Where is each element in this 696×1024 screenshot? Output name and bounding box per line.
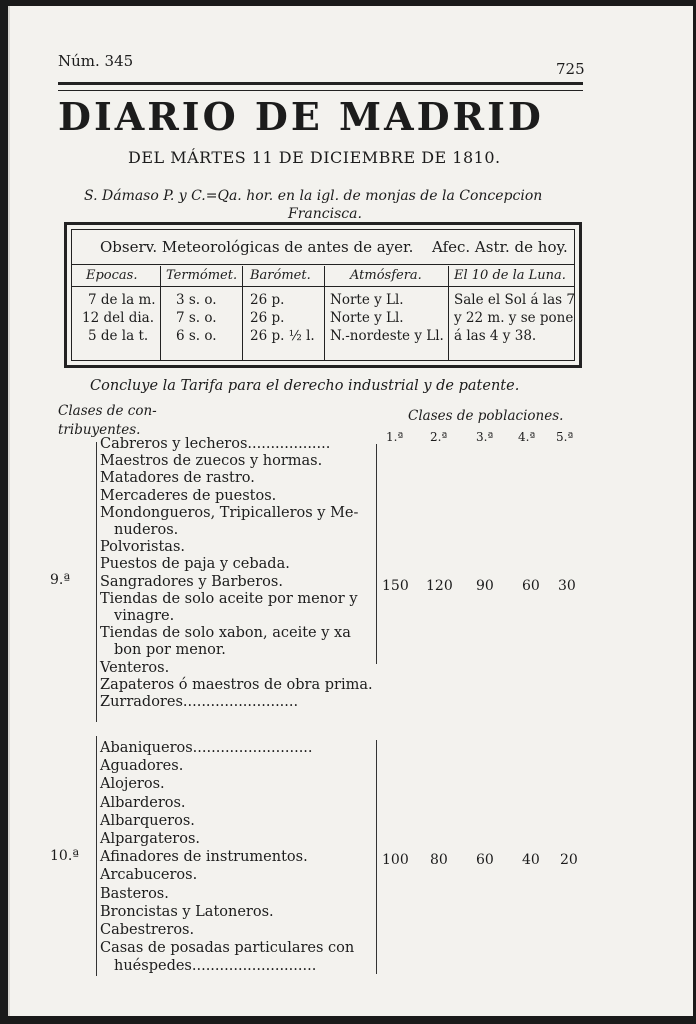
class10-item: Casas de posadas particulares con xyxy=(100,940,355,957)
meteo-col-line xyxy=(242,266,243,360)
class9-item: bon por menor. xyxy=(114,642,226,659)
newspaper-page xyxy=(8,6,693,1016)
astro-heading: Afec. Astr. de hoy. xyxy=(432,238,568,256)
meteo-divider xyxy=(72,264,574,265)
class10-item: Cabestreros. xyxy=(100,922,195,938)
class9-item: Polvoristas. xyxy=(100,539,185,556)
class9-item: Cabreros y lecheros.................. xyxy=(100,436,331,452)
class9-item: Tiendas de solo aceite por menor y xyxy=(100,590,358,607)
row1-epoca: 7 de la m. xyxy=(88,292,156,308)
class9-item: Puestos de paja y cebada. xyxy=(100,556,290,573)
meteo-col-line xyxy=(324,266,325,360)
meteo-divider xyxy=(72,286,574,287)
page-number: 725 xyxy=(556,60,585,78)
pob-num-5: 5.ª xyxy=(556,430,574,444)
col-epocas: Epocas. xyxy=(86,268,138,283)
class10-value-2: 80 xyxy=(430,852,448,868)
class9-column-line xyxy=(376,444,377,664)
row1-termometro: 3 s. o. xyxy=(176,292,217,308)
class10-value-3: 60 xyxy=(476,852,494,868)
pob-num-1: 1.ª xyxy=(386,430,404,444)
row2-atmosfera: Norte y Ll. xyxy=(330,310,404,326)
class9-value-5: 30 xyxy=(558,578,576,594)
row2-barometro: 26 p. xyxy=(250,310,285,326)
class9-item: Venteros. xyxy=(100,659,170,676)
class9-value-4: 60 xyxy=(522,578,540,594)
class10-item: Basteros. xyxy=(100,885,169,902)
row3-barometro: 26 p. ½ l. xyxy=(250,328,315,344)
luna-line1: Sale el Sol á las 7 xyxy=(454,292,575,308)
class10-label: 10.ª xyxy=(50,848,79,864)
class9-item: Sangradores y Barberos. xyxy=(100,573,283,590)
clases-poblaciones: Clases de poblaciones. xyxy=(408,408,564,424)
row3-epoca: 5 de la t. xyxy=(88,328,149,344)
row2-termometro: 7 s. o. xyxy=(176,310,217,326)
class10-value-4: 40 xyxy=(522,852,540,868)
class10-item: Afinadores de instrumentos. xyxy=(100,849,308,866)
saint-line: S. Dámaso P. y C.=Qa. hor. en la igl. de monjas de la Concepcion xyxy=(84,188,543,204)
col-atmosfera: Atmósfera. xyxy=(350,268,422,283)
class10-value-1: 100 xyxy=(382,852,409,868)
pob-num-2: 2.ª xyxy=(430,430,448,444)
clases-contribuyentes: Clases de con- xyxy=(58,403,157,419)
class10-bracket xyxy=(96,736,97,976)
class9-label: 9.ª xyxy=(50,572,71,588)
row3-atmosfera: N.-nordeste y Ll. xyxy=(330,328,444,344)
class10-item: Albarqueros. xyxy=(100,812,195,829)
pob-num-3: 3.ª xyxy=(476,430,494,444)
class10-item: Aguadores. xyxy=(100,758,184,775)
row1-barometro: 26 p. xyxy=(250,292,285,308)
meteo-heading: Observ. Meteorológicas de antes de ayer. xyxy=(100,238,414,256)
meteo-col-line xyxy=(448,266,449,360)
row3-termometro: 6 s. o. xyxy=(176,328,217,344)
class9-item: Mondongueros, Tripicalleros y Me- xyxy=(100,504,359,521)
class9-item: Matadores de rastro. xyxy=(100,470,255,487)
meteo-table xyxy=(64,222,582,368)
class9-item: Zapateros ó maestros de obra prima. xyxy=(100,676,373,693)
class10-item: Albarderos. xyxy=(100,794,186,811)
class9-item: Tiendas de solo xabon, aceite y xa xyxy=(100,625,351,642)
class10-item: Alojeros. xyxy=(100,776,165,793)
saint-line-cont: Francisca. xyxy=(288,206,362,222)
clases-contribuyentes-cont: tribuyentes. xyxy=(58,422,141,438)
class9-item: vinagre. xyxy=(114,608,175,624)
col-barometro: Barómet. xyxy=(250,268,311,283)
class10-item: Alpargateros. xyxy=(100,831,201,847)
header-rule xyxy=(58,82,583,91)
row1-atmosfera: Norte y Ll. xyxy=(330,292,404,308)
class9-value-3: 90 xyxy=(476,578,494,594)
class9-bracket xyxy=(96,442,97,722)
class9-item: Maestros de zuecos y hormas. xyxy=(100,453,323,470)
class9-item: Zurradores......................... xyxy=(100,694,299,710)
tarifa-intro: Concluye la Tarifa para el derecho industrial y de patente. xyxy=(90,378,520,394)
issue-number: Núm. 345 xyxy=(58,52,134,70)
pob-num-4: 4.ª xyxy=(518,430,536,444)
row2-epoca: 12 del dia. xyxy=(82,310,155,326)
date-line: DEL MÁRTES 11 DE DICIEMBRE DE 1810. xyxy=(128,148,501,167)
class10-item: Arcabuceros. xyxy=(100,867,198,884)
class9-value-1: 150 xyxy=(382,578,409,594)
col-termometro: Termómet. xyxy=(166,268,238,283)
class9-item: Mercaderes de puestos. xyxy=(100,487,277,504)
class9-value-2: 120 xyxy=(426,578,453,594)
class10-column-line xyxy=(376,740,377,974)
class10-item: huéspedes........................... xyxy=(114,958,317,975)
col-luna: El 10 de la Luna. xyxy=(454,268,566,283)
class9-item: nuderos. xyxy=(114,522,179,538)
luna-line2: y 22 m. y se pone xyxy=(454,310,574,326)
class10-item: Abaniqueros.......................... xyxy=(100,740,313,756)
class10-item: Broncistas y Latoneros. xyxy=(100,903,274,920)
masthead-title: DIARIO DE MADRID xyxy=(58,94,544,139)
meteo-col-line xyxy=(160,266,161,360)
class10-value-5: 20 xyxy=(560,852,578,868)
luna-line3: á las 4 y 38. xyxy=(454,328,537,344)
